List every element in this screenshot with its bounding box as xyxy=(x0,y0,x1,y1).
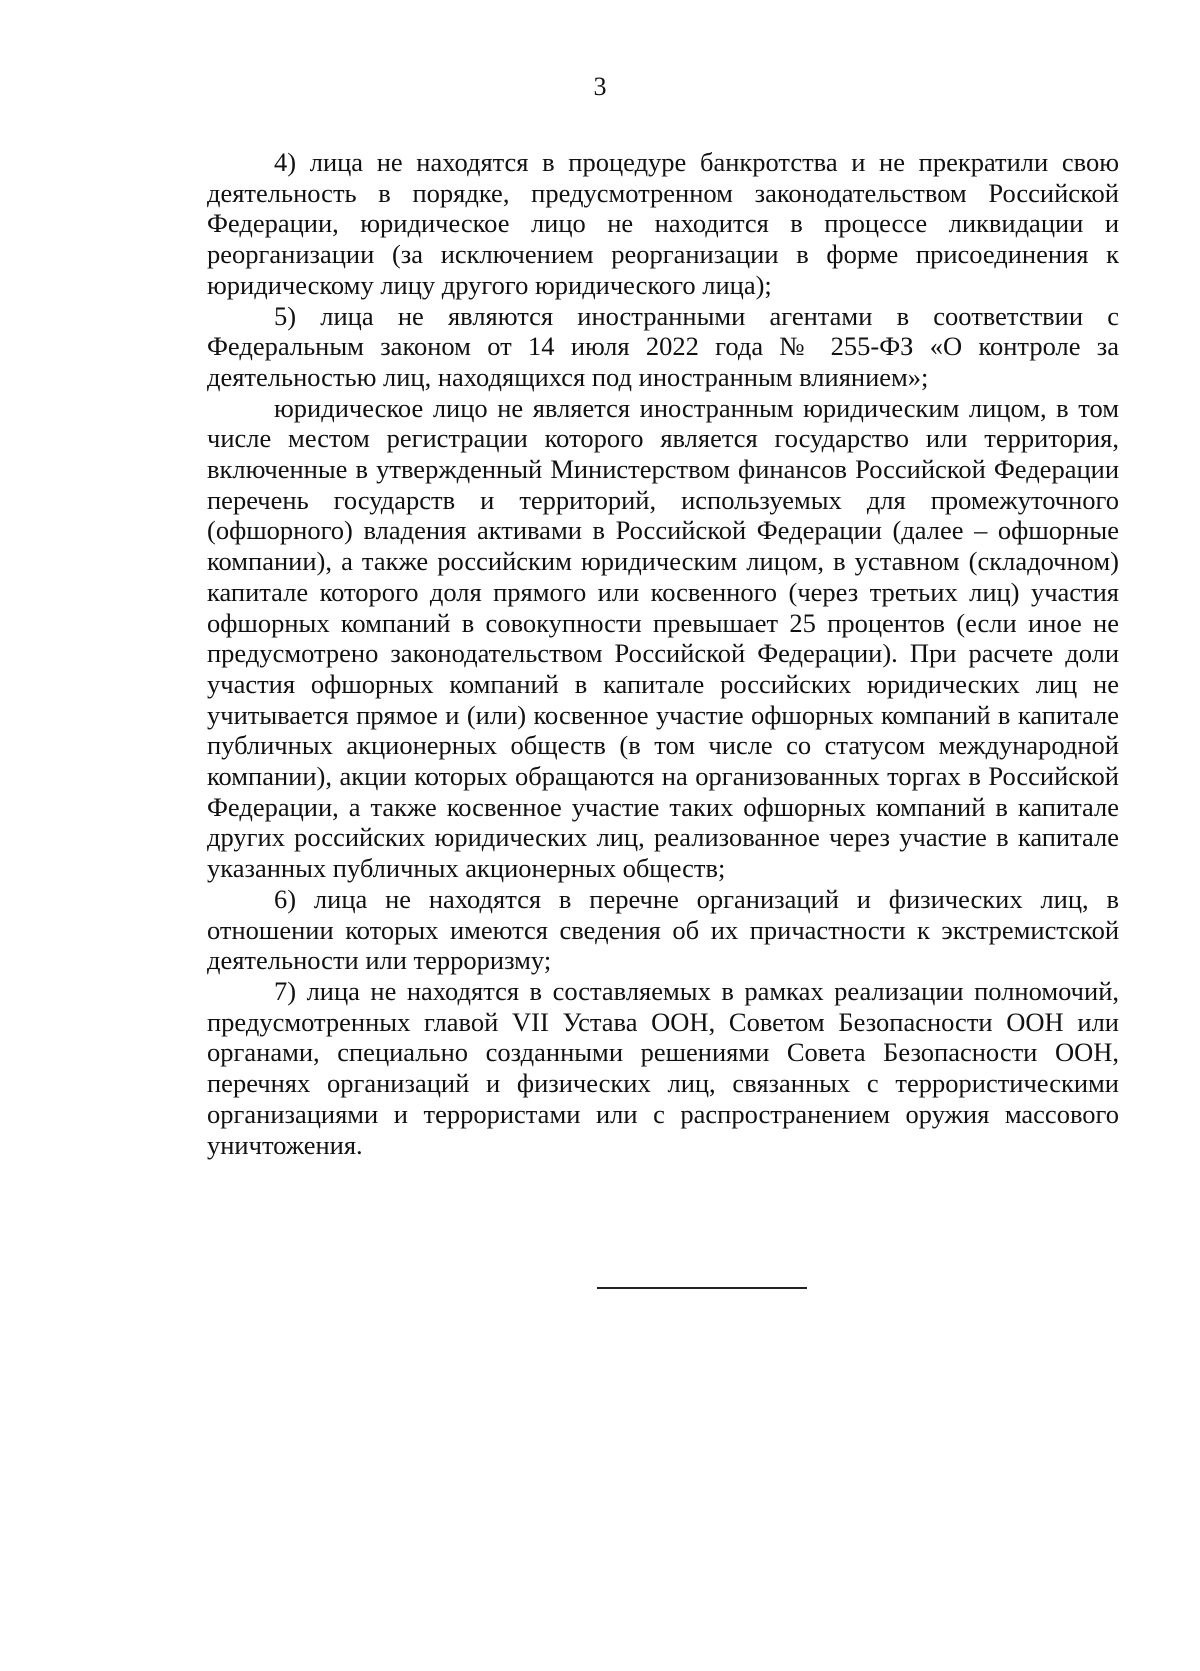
document-body xyxy=(207,147,1119,1160)
closing-rule-divider xyxy=(597,1287,807,1289)
paragraph-item-5: 5) лица не являются иностранными агентами в соответствии с Федеральным законом от 14 июля 2022 года № 255-ФЗ «О контроле за деятельностью лиц, находящихся под иностранным влиянием»; xyxy=(207,300,1119,392)
paragraph-item-4: 4) лица не находятся в процедуре банкротства и не прекратили свою деятельность в порядке, предусмотренном законодательством Российской Федерации, юридическое лицо не находится в процессе ликвидации и реорганизации (за исключением реорганизации в форме присоединения к юридическому лицу другого юридического лица); xyxy=(207,147,1119,300)
page-number: 3 xyxy=(593,72,607,101)
paragraph-item-7: 7) лица не находятся в составляемых в рамках реализации полномочий, предусмотренных главой VII Устава ООН, Советом Безопасности ООН или органами, специально созданными решениями Совета Безопасности ООН, перечнях организаций и физических лиц, связанных с террористическими организациями и террористами или с распространением оружия массового уничтожения. xyxy=(207,975,1119,1160)
paragraph-item-6: 6) лица не находятся в перечне организаций и физических лиц, в отношении которых имеются сведения об их причастности к экстремистской деятельности или терроризму; xyxy=(207,883,1119,976)
paragraph-legal-entity-requirement: юридическое лицо не является иностранным юридическим лицом, в том числе местом регистрации которого является государство или территория, включенные в утвержденный Министерством финансов Российской Федерации перечень государств и территорий, используемых для промежуточного (офшорного) владения активами в Российской Федерации (далее – офшорные компании), а также российским юридическим лицом, в уставном (складочном) капитале которого доля прямого или косвенного (через третьих лиц) участия офшорных компаний в совокупности превышает 25 процентов (если иное не предусмотрено законодательством Российской Федерации). При расчете доли участия офшорных компаний в капитале российских юридических лиц не учитывается прямое и (или) косвенное участие офшорных компаний в капитале публичных акционерных обществ (в том числе со статусом международной компании), акции которых обращаются на организованных торгах в Российской Федерации, а также косвенное участие таких офшорных компаний в капитале других российских юридических лиц, реализованное через участие в капитале указанных публичных акционерных обществ; xyxy=(207,392,1119,884)
